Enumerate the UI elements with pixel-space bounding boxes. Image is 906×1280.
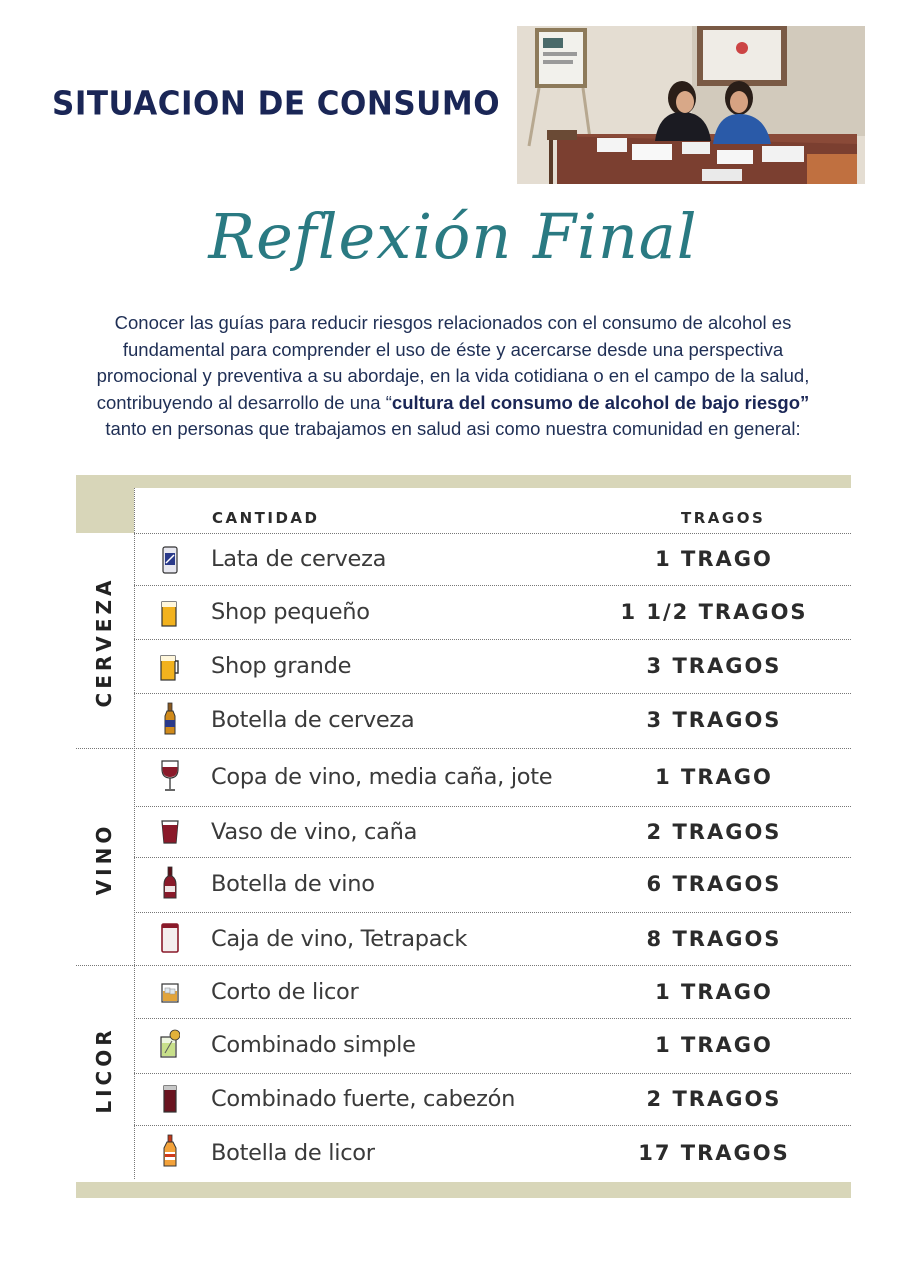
drink-name: Lata de cerveza bbox=[211, 546, 387, 572]
table-row bbox=[134, 694, 851, 747]
drink-name: Botella de vino bbox=[211, 871, 375, 897]
drink-tragos: 1 TRAGO bbox=[655, 980, 773, 1004]
intro-line bbox=[60, 390, 846, 417]
mixed-drink-icon bbox=[160, 1027, 180, 1061]
liquor-bottle-icon bbox=[160, 1134, 180, 1168]
shot-glass-icon bbox=[160, 976, 180, 1010]
group-label-vino: VINO bbox=[92, 822, 116, 896]
intro-paragraph bbox=[60, 310, 846, 443]
strong-mixed-drink-icon bbox=[160, 1082, 180, 1116]
intro-line: promocional y preventiva a su abordaje, en la vida cotidiana o en el campo de la salud, bbox=[96, 365, 810, 386]
large-beer-mug-icon bbox=[160, 650, 180, 684]
table-row bbox=[134, 586, 851, 639]
drink-tragos: 6 TRAGOS bbox=[646, 872, 782, 896]
drink-name: Botella de cerveza bbox=[211, 707, 415, 733]
wine-glass-icon bbox=[160, 759, 180, 793]
table-row bbox=[134, 1074, 851, 1125]
wine-bottle-icon bbox=[160, 866, 180, 900]
drink-tragos: 3 TRAGOS bbox=[646, 654, 782, 678]
drink-name: Combinado fuerte, cabezón bbox=[211, 1086, 516, 1112]
group-label-cerveza: CERVEZA bbox=[92, 576, 116, 708]
drink-name: Corto de licor bbox=[211, 979, 359, 1005]
drink-tragos: 1 TRAGO bbox=[655, 547, 773, 571]
drink-tragos: 2 TRAGOS bbox=[646, 820, 782, 844]
drink-tragos: 3 TRAGOS bbox=[646, 708, 782, 732]
table-row bbox=[134, 913, 851, 965]
intro-bold-text: cultura del consumo de alcohol de bajo riesgo” bbox=[391, 391, 810, 413]
wine-tumbler-icon bbox=[160, 815, 180, 849]
drink-tragos: 8 TRAGOS bbox=[646, 927, 782, 951]
table-row bbox=[134, 533, 851, 586]
intro-line: fundamental para comprender el uso de éste y acercarse desde una perspectiva bbox=[122, 338, 784, 360]
drink-name: Combinado simple bbox=[211, 1032, 416, 1058]
drink-tragos: 17 TRAGOS bbox=[638, 1141, 790, 1165]
table-row bbox=[134, 749, 851, 806]
header-photo bbox=[517, 26, 865, 184]
drink-tragos: 2 TRAGOS bbox=[646, 1087, 782, 1111]
column-header-cantidad: CANTIDAD bbox=[212, 509, 320, 527]
beer-can-icon bbox=[160, 543, 180, 577]
beer-bottle-icon bbox=[160, 702, 180, 736]
drink-name: Botella de licor bbox=[211, 1140, 375, 1166]
table-bottom-band bbox=[76, 1182, 851, 1198]
intro-line: Conocer las guías para reducir riesgos relacionados con el consumo de alcohol es bbox=[114, 312, 792, 333]
alcohol-units-table bbox=[76, 475, 851, 1198]
table-row bbox=[134, 966, 851, 1018]
wine-box-icon bbox=[160, 921, 180, 955]
intro-line: tanto en personas que trabajamos en salud asi como nuestra comunidad en general: bbox=[105, 418, 801, 439]
group-label-licor: LICOR bbox=[92, 1026, 116, 1114]
drink-name: Shop grande bbox=[211, 653, 352, 679]
drink-name: Vaso de vino, caña bbox=[211, 819, 418, 845]
table-row bbox=[134, 640, 851, 693]
drink-tragos: 1 TRAGO bbox=[655, 1033, 773, 1057]
table-row bbox=[134, 858, 851, 912]
table-row bbox=[134, 807, 851, 857]
table-row bbox=[134, 1126, 851, 1180]
table-row bbox=[134, 1019, 851, 1073]
column-header-tragos: TRAGOS bbox=[681, 509, 766, 527]
table-corner-block bbox=[76, 475, 134, 533]
photo-illustration bbox=[517, 26, 865, 184]
page-title: SITUACION DE CONSUMO bbox=[52, 85, 501, 123]
drink-name: Copa de vino, media caña, jote bbox=[211, 764, 553, 790]
drink-name: Caja de vino, Tetrapack bbox=[211, 926, 468, 952]
small-beer-mug-icon bbox=[160, 596, 180, 630]
drink-tragos: 1 1/2 TRAGOS bbox=[620, 600, 808, 624]
table-top-band bbox=[76, 475, 851, 488]
drink-tragos: 1 TRAGO bbox=[655, 765, 773, 789]
drink-name: Shop pequeño bbox=[211, 599, 370, 625]
section-title: Reflexión Final bbox=[208, 200, 698, 273]
intro-line-text: contribuyendo al desarrollo de una “ bbox=[96, 391, 392, 413]
